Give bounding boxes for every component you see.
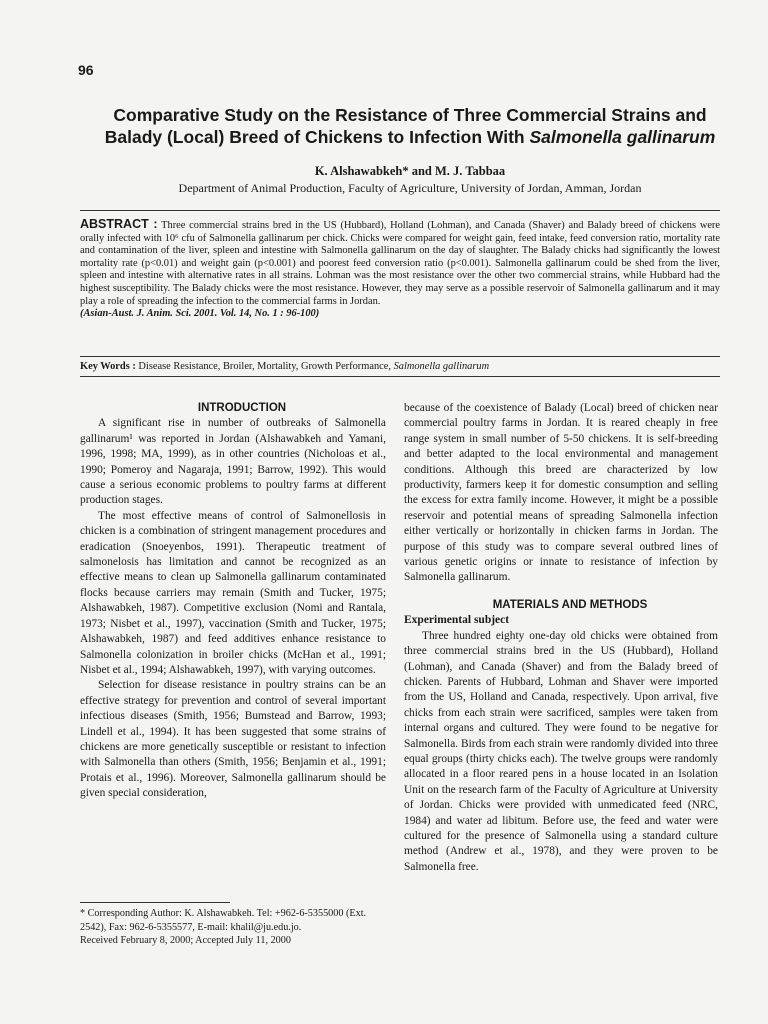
- keywords-bottom-rule: [80, 376, 720, 377]
- experimental-subject-heading: Experimental subject: [404, 614, 510, 627]
- corresponding-author: * Corresponding Author: K. Alshawabkeh. Tel: +962-6-5355000 (Ext. 2542), Fax: 962-6-5355577, E-mail: khalil@ju.edu.jo.: [80, 908, 367, 933]
- introduction-paragraph-3: Selection for disease resistance in poultry strains can be an effective strategy for prevention and control of several important infectious diseases (Smith, 1956; Bumstead and Barrow, 1993; Lindell et al., 1994). It has been suggested that some strains of chickens are more genetically susceptible or resistant to infection with Salmonella than others (Smith, 1956; Benjamin et al., 1991; Protais et al., 1996). Moreover, Salmonella gallinarum should be given special consideration,: [80, 679, 386, 800]
- keywords-top-rule: [80, 356, 720, 357]
- introduction-paragraph-2: The most effective means of control of Salmonellosis in chicken is a combination of stringent management procedures and eradication (Snoeyenbos, 1991). Therapeutic treatment of salmonelosis has limitation and cannot be recognized as an effective means to clean up Salmonella gallinarum contaminated flocks because carriers may remain (Smith and Tucker, 1975; Alshawabkeh, 1987). Competitive exclusion (Nomi and Rantala, 1973; Nisbet et al., 1997), vaccination (Smith and Tucker, 1975; Alshawabkeh, 1987) and feed additives enhance resistance to Salmonella colonization in broiler chicks (McHan et al., 1991; Nisbet et al., 1994; Alshawabkeh, 1997), with varying outcomes.: [80, 509, 386, 676]
- title-line-1: Comparative Study on the Resistance of Three Commercial Strains and: [113, 105, 707, 125]
- title-line-2-species: Salmonella gallinarum: [529, 127, 716, 147]
- right-column: [404, 401, 718, 875]
- received-dates: Received February 8, 2000; Accepted July 11, 2000: [80, 935, 291, 947]
- abstract-top-rule: [80, 210, 720, 211]
- abstract-label: ABSTRACT :: [80, 217, 158, 231]
- page-number: 96: [78, 62, 94, 78]
- introduction-paragraph-1: A significant rise in number of outbreaks of Salmonella gallinarum¹ was reported in Jordan (Alshawabkeh and Yamani, 1996, 1998; MA, 1999), as in other countries (Nicholoas et al., 1990; Pomeroy and Nagaraja, 1991; Barrow, 1992). This would cause a serious economic problems to poultry farms at different production stages.: [80, 417, 386, 507]
- affiliation: Department of Animal Production, Faculty of Agriculture, University of Jordan, Amman, Jordan: [178, 181, 642, 195]
- paper-title: [80, 104, 740, 148]
- keywords-text: Disease Resistance, Broiler, Mortality, Growth Performance,: [138, 361, 394, 372]
- keywords-species: Salmonella gallinarum: [393, 361, 490, 372]
- title-line-2: [80, 126, 740, 148]
- methods-heading: MATERIALS AND METHODS: [492, 598, 648, 611]
- footnote-rule: [80, 902, 230, 903]
- title-line-2-prefix: Balady (Local) Breed of Chickens to Infection With: [104, 127, 530, 147]
- keywords-label: Key Words :: [80, 361, 136, 372]
- left-column: [80, 401, 386, 802]
- methods-paragraph-1: Three hundred eighty one-day old chicks were obtained from three commercial strains bred in the US (Hubbard), Holland (Lohman), and Canada (Shaver) and from the Balady breed of chicken. Parents of Hubbard, Lohman and Shaver were imported from the US, Holland and Canada, respectively. Upon arrival, five chicks from each strain were sacrificed, samples were taken from internal organs and cultured. They were found to be negative for Salmonella. Birds from each strain were randomly divided into three equal groups (thirty chicks each). The twelve groups were randomly allocated in a floor reared pens in a house located in an Isolation Unit on the research farm of the Faculty of Agriculture at University of Jordan. Chicks were provided with unmedicated feed (NRC, 1984) and water ad libitum. Before use, the feed and water were cultured for the presence of Salmonella using a standard culture method (Andrew et al., 1978), and they were proven to be Salmonella free.: [404, 629, 718, 873]
- abstract-citation: (Asian-Aust. J. Anim. Sci. 2001. Vol. 14, No. 1 : 96-100): [80, 308, 320, 320]
- abstract: [80, 218, 720, 321]
- footnote: [80, 907, 386, 948]
- abstract-text: Three commercial strains bred in the US (Hubbard), Holland (Lohman), and Canada (Shaver) and Balady breed of chickens were orally infected with 10⁶ cfu of Salmonella gallinarum per chick. Chicks were compared for weight gain, feed intake, feed conversion ratio, mortality rate and contamination of the liver, spleen and intestine with Salmonella gallinarum on the day of slaughter. The Balady chicks had significantly the lowest mortality rate (p<0.01) and weight gain (p<0.001) and poorest feed conversion ratio (p<0.001). Salmonella gallinarum could be shed from the liver, spleen and intestine with alternative rates in all strains. Lohman was the most resistance over the other two commercial strains, while Hubbard had the highest susceptibility. The Balady chicks were the most resistance. However, they may serve as a possible reservoir of Salmonella gallinarum and it may play a role of spreading the infection to the commercial farms in Jordan.: [80, 220, 721, 307]
- authors: K. Alshawabkeh* and M. J. Tabbaa: [314, 164, 506, 178]
- keywords: [80, 361, 720, 372]
- introduction-heading: INTRODUCTION: [197, 402, 287, 414]
- introduction-paragraph-4: because of the coexistence of Balady (Local) breed of chicken near commercial poultry farms in Jordan. It is reared cheaply in free range system in small number of 5-50 chickens. It is self-breeding and better adapted to the local environmental and management conditions. Although this breed are characterized by low productivity, farmers keep it for domestic consumption and selling the excess for extra family income. However, it might be a possible reservoir and potential means of spreading Salmonella infection either vertically or horizontally in chicken farms in Jordan. The purpose of this study was to compare several outbred lines of various genetic origins or innate to resistance of infection by Salmonella gallinarum.: [404, 402, 718, 584]
